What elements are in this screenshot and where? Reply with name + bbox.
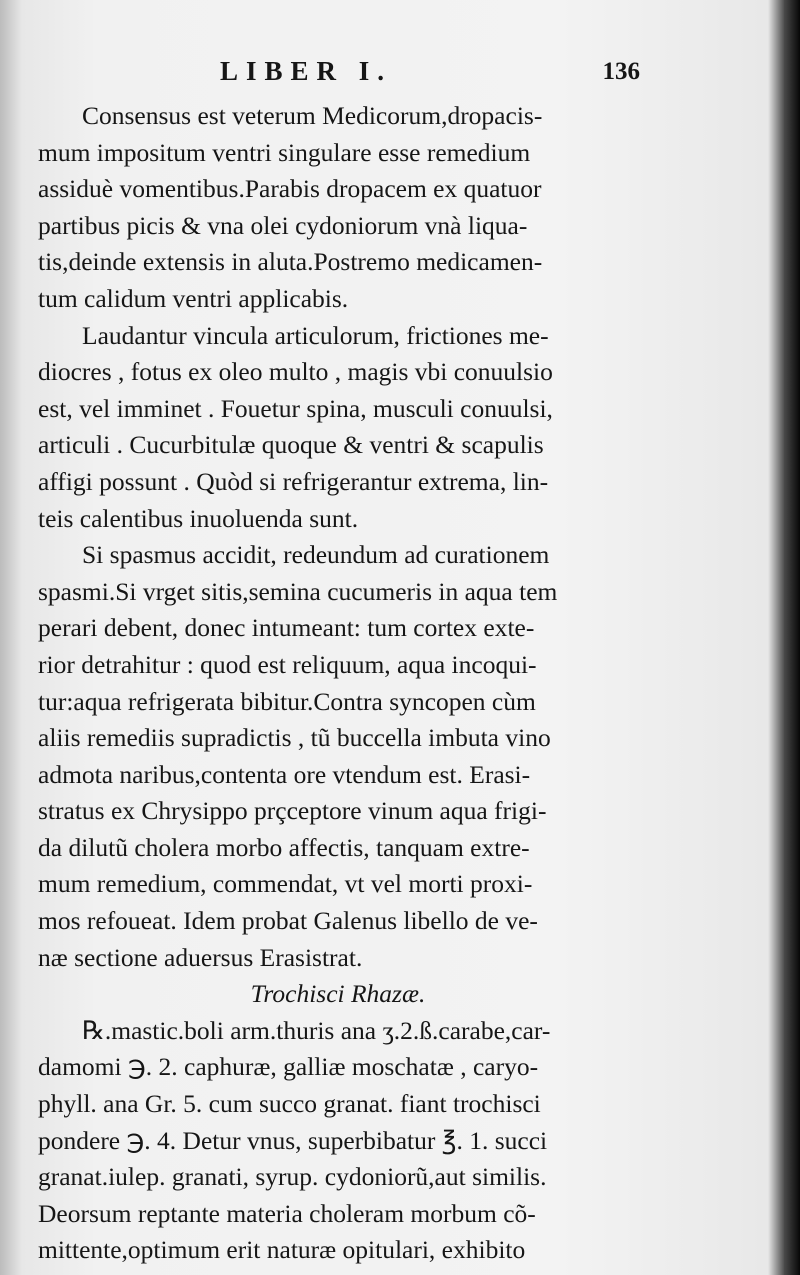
paragraph — [38, 98, 628, 318]
page-header — [70, 56, 640, 90]
text-line: damomi ℈. 2. caphuræ, galliæ moschatæ , caryo- — [38, 1052, 539, 1082]
text-line: assiduè vomentibus.Parabis dropacem ex quatuor — [38, 174, 542, 204]
text-line: Si spasmus accidit, redeundum ad curationem — [82, 540, 550, 570]
text-line: articuli . Cucurbitulæ quoque & ventri & scapulis — [38, 430, 544, 460]
text-line: aliis remediis supradictis , tũ buccella imbuta vino — [38, 723, 551, 753]
text-line: stratus ex Chrysippo prçceptore vinum aqua frigi- — [38, 796, 547, 826]
text-line: pondere ℈. 4. Detur vnus, superbibatur ℥. 1. succi — [38, 1125, 548, 1155]
text-line: affigi possunt . Quòd si refrigerantur extrema, lin- — [38, 466, 549, 496]
book-spine-edge — [784, 0, 800, 1275]
running-head: LIBER I. — [220, 56, 393, 86]
main-text — [38, 98, 628, 1269]
text-line: mittente,optimum erit naturæ opitulari, exhibito — [38, 1235, 526, 1265]
text-line: partibus picis & vna olei cydoniorum vnà liqua- — [38, 210, 528, 240]
text-line: perari debent, donec intumeant: tum cortex exte- — [38, 613, 535, 643]
page-number: 136 — [602, 58, 640, 85]
text-line: næ sectione aduersus Erasistrat. — [38, 942, 363, 972]
text-line: da dilutũ cholera morbo affectis, tanquam extre- — [38, 832, 530, 862]
text-line: phyll. ana Gr. 5. cum succo granat. fiant trochisci — [38, 1089, 541, 1119]
paragraph — [38, 318, 628, 538]
text-line: Consensus est veterum Medicorum,dropacis- — [82, 101, 543, 130]
text-line: Laudantur vincula articulorum, frictiones me- — [82, 320, 549, 350]
text-line: mum remedium, commendat, vt vel morti proxi- — [38, 869, 533, 899]
text-line: tis,deinde extensis in aluta.Postremo medicamen- — [38, 247, 543, 277]
text-line: granat.iulep. granati, syrup. cydoniorũ,aut similis. — [38, 1162, 547, 1192]
text-line: diocres , fotus ex oleo multo , magis vbi conuulsio — [38, 357, 553, 387]
recipe-section — [38, 976, 628, 1269]
text-line: tum calidum ventri applicabis. — [38, 283, 349, 313]
text-line: mos refoueat. Idem probat Galenus libello de ve- — [38, 906, 538, 936]
text-line: tur:aqua refrigerata bibitur.Contra syncopen cùm — [38, 686, 536, 716]
text-line: rior detrahitur : quod est reliquum, aqua incoqui- — [38, 649, 537, 679]
page-gutter-shadow — [0, 0, 22, 1275]
text-line: spasmi.Si vrget sitis,semina cucumeris in aqua tem — [38, 576, 558, 606]
text-line: admota naribus,contenta ore vtendum est. Erasi- — [38, 759, 531, 789]
paragraph — [38, 537, 628, 976]
text-line: teis calentibus inuoluenda sunt. — [38, 503, 359, 533]
text-line: ℞.mastic.boli arm.thuris ana ʒ.2.ß.carabe,car- — [82, 1015, 551, 1045]
text-line: mum impositum ventri singulare esse remedium — [38, 137, 531, 167]
recipe-title: Trochisci Rhazæ. — [250, 979, 426, 1009]
text-line: Deorsum reptante materia choleram morbum cõ- — [38, 1198, 536, 1228]
text-line: est, vel imminet . Fouetur spina, musculi conuulsi, — [38, 393, 553, 423]
